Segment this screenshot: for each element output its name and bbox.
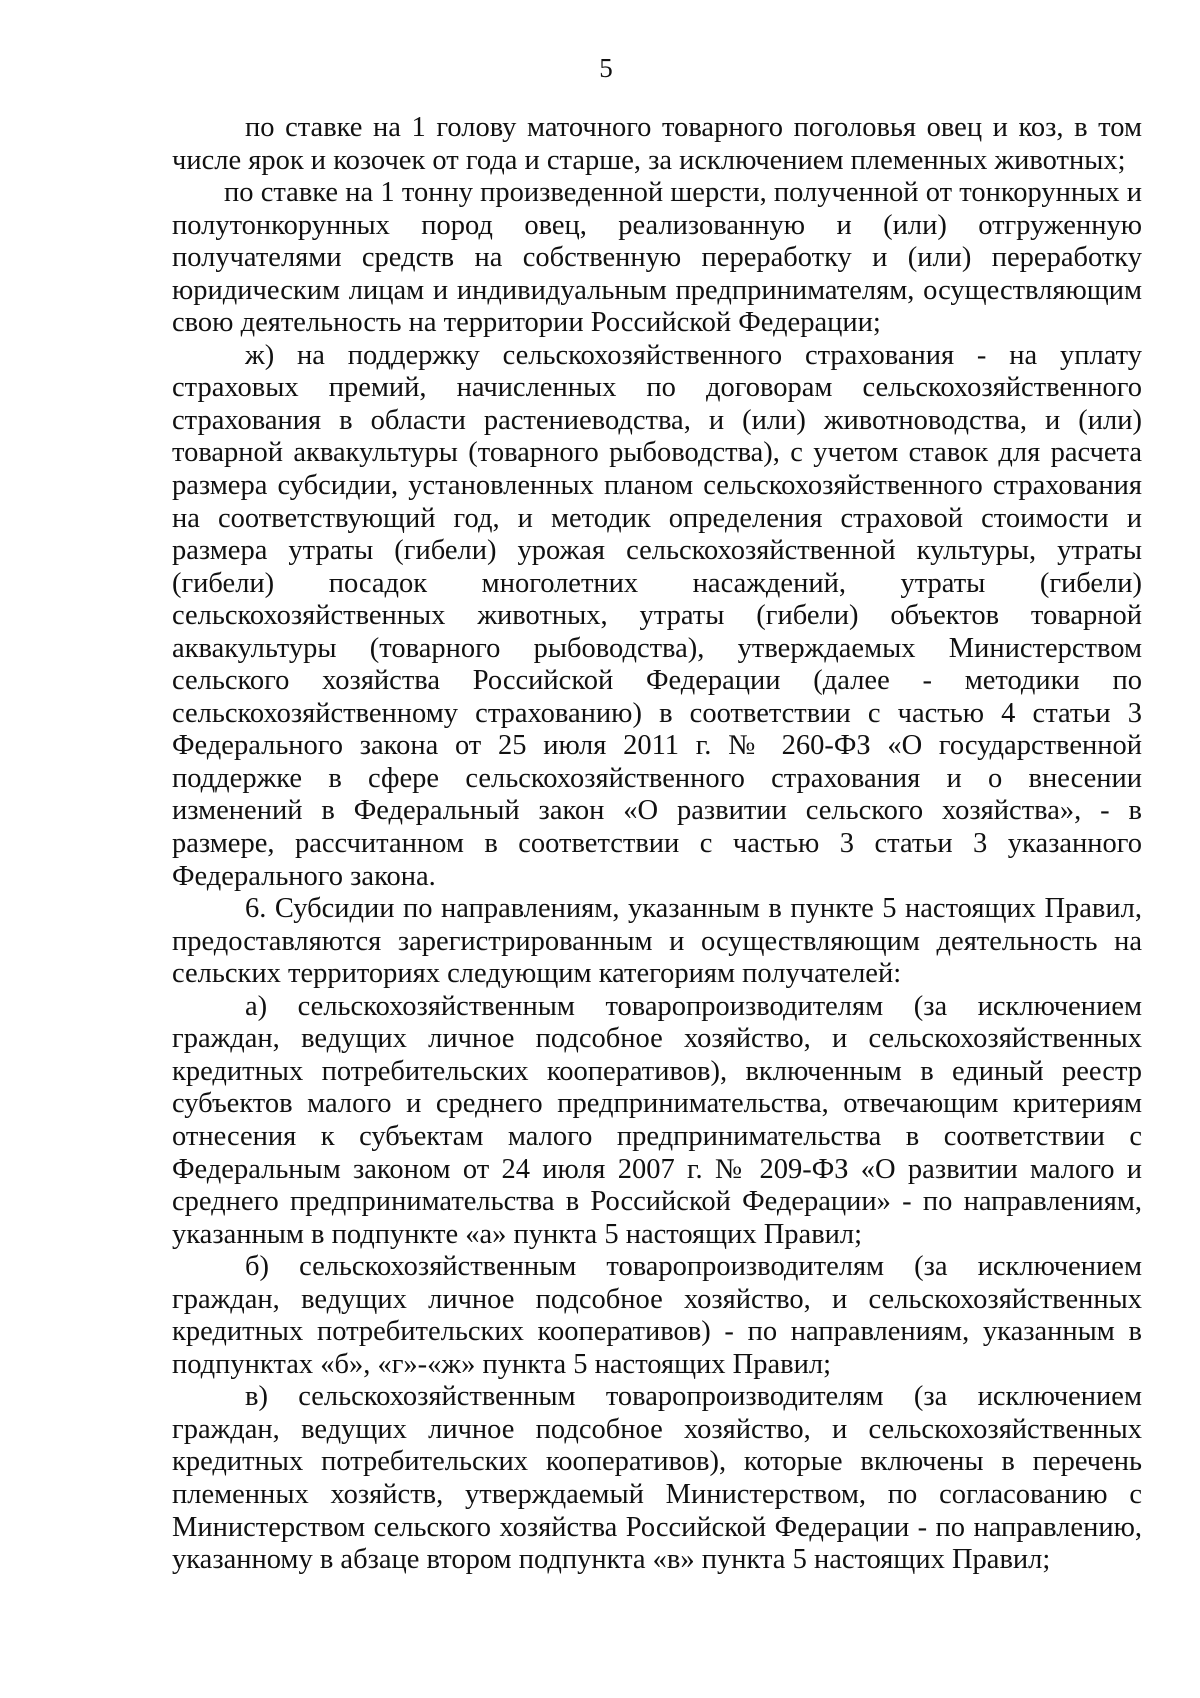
paragraph-wool-rate: по ставке на 1 тонну произведенной шерсти, полученной от тонкорунных и полутонкорунных пород овец, реализованную и (или) отгруженную получателями средств на собственную переработку и (или) переработку юридическим лицам и индивидуальным предпринимателям, осуществляющим свою деятельность на территории Российской Федерации;: [172, 177, 1142, 339]
page-number: 5: [599, 53, 613, 83]
paragraph-recipient-categories: 6. Субсидии по направлениям, указанным в пункте 5 настоящих Правил, предоставляются зарегистрированным и осуществляющим деятельность на сельских территориях следующим категориям получателей:: [172, 893, 1142, 990]
paragraph-sheep-goat-rate: по ставке на 1 голову маточного товарного поголовья овец и коз, в том числе ярок и козочек от года и старше, за исключением племенных животных;: [172, 112, 1142, 176]
document-body: [172, 112, 1142, 1577]
paragraph-category-a: а) сельскохозяйственным товаропроизводителям (за исключением граждан, ведущих личное подсобное хозяйство, и сельскохозяйственных кредитных потребительских кооперативов), включенным в единый реестр субъектов малого и среднего предпринимательства, отвечающим критериям отнесения к субъектам малого предпринимательства в соответствии с Федеральным законом от 24 июля 2007 г. № 209-ФЗ «О развитии малого и среднего предпринимательства в Российской Федерации» - по направлениям, указанным в подпункте «а» пункта 5 настоящих Правил;: [172, 990, 1142, 1250]
paragraph-category-v: в) сельскохозяйственным товаропроизводителям (за исключением граждан, ведущих личное подсобное хозяйство, и сельскохозяйственных кредитных потребительских кооперативов), которые включены в перечень племенных хозяйств, утверждаемый Министерством, по согласованию с Министерством сельского хозяйства Российской Федерации - по направлению, указанному в абзаце втором подпункта «в» пункта 5 настоящих Правил;: [172, 1381, 1142, 1576]
paragraph-category-b: б) сельскохозяйственным товаропроизводителям (за исключением граждан, ведущих личное подсобное хозяйство, и сельскохозяйственных кредитных потребительских кооперативов) - по направлениям, указанным в подпунктах «б», «г»-«ж» пункта 5 настоящих Правил;: [172, 1251, 1142, 1380]
paragraph-insurance-support: ж) на поддержку сельскохозяйственного страхования - на уплату страховых премий, начисленных по договорам сельскохозяйственного страхования в области растениеводства, и (или) животноводства, и (или) товарной аквакультуры (товарного рыбоводства), с учетом ставок для расчета размера субсидии, установленных планом сельскохозяйственного страхования на соответствующий год, и методик определения страховой стоимости и размера утраты (гибели) урожая сельскохозяйственной культуры, утраты (гибели) посадок многолетних насаждений, утраты (гибели) сельскохозяйственных животных, утраты (гибели) объектов товарной аквакультуры (товарного рыбоводства), утверждаемых Министерством сельского хозяйства Российской Федерации (далее - методики по сельскохозяйственному страхованию) в соответствии с частью 4 статьи 3 Федерального закона от 25 июля 2011 г. № 260-ФЗ «О государственной поддержке в сфере сельскохозяйственного страхования и о внесении изменений в Федеральный закон «О развитии сельского хозяйства», - в размере, рассчитанном в соответствии с частью 3 статьи 3 указанного Федерального закона.: [172, 339, 1142, 892]
